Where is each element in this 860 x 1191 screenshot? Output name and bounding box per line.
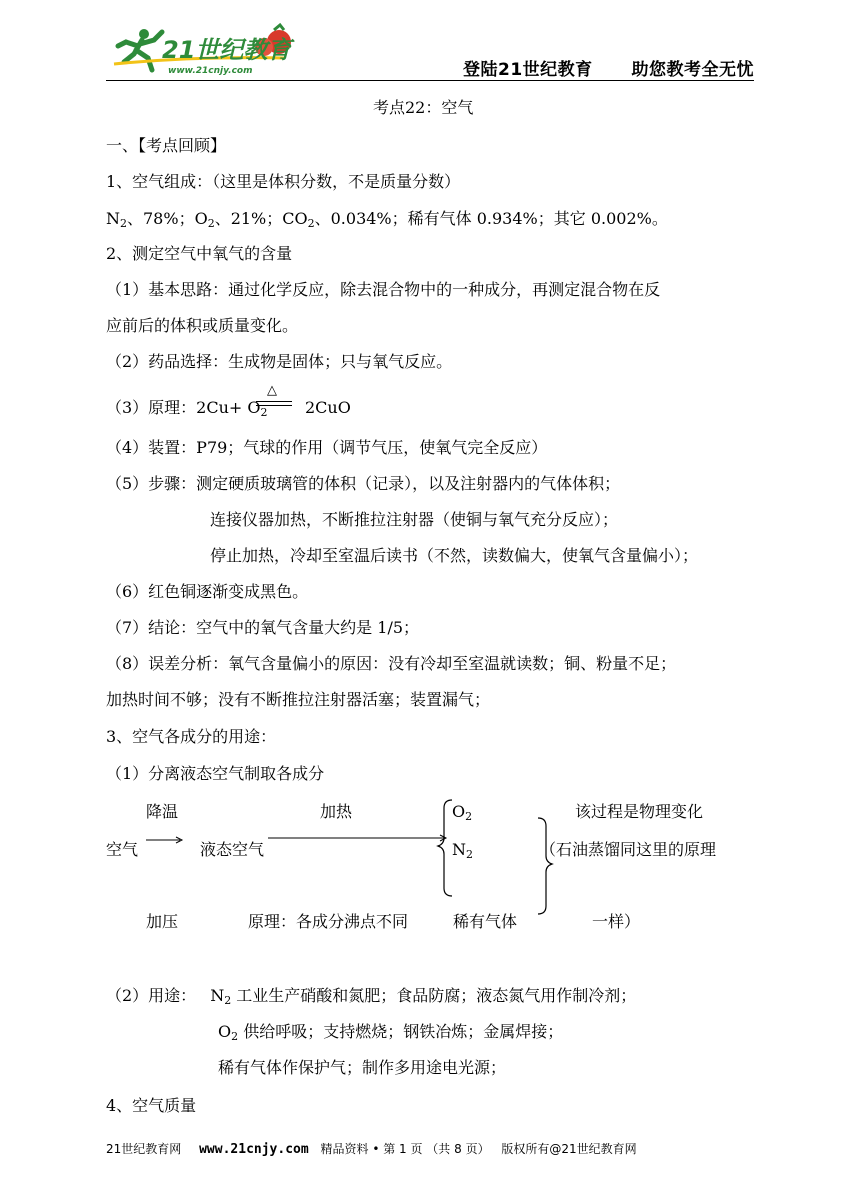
phenomenon-line: （6）红色铜逐渐变成黑色。 <box>106 582 309 601</box>
logo-brand-text: 21世纪教育 <box>162 36 292 64</box>
uses-noble-line: 稀有气体作保护气；制作多用途电光源； <box>218 1058 507 1077</box>
label-pressurize: 加压 <box>146 912 179 931</box>
apparatus-line: （4）装置：P79；气球的作用（调节气压，使氧气完全反应） <box>106 438 548 457</box>
page-title: 考点22：空气 <box>373 98 474 117</box>
reaction-product: 2CuO <box>305 398 351 417</box>
footer-url-link[interactable]: www.21cnjy.com <box>199 1142 309 1157</box>
heading-uses: 3、空气各成分的用途： <box>106 727 277 746</box>
conclusion-line: （7）结论：空气中的氧气含量大约是 1/5； <box>106 618 420 637</box>
footer-site: 21世纪教育网 <box>106 1142 182 1156</box>
label-liquid-air: 液态空气 <box>200 840 265 859</box>
heading-oxygen-content: 2、测定空气中氧气的含量 <box>106 244 293 263</box>
label-principle: 原理：各成分沸点不同 <box>248 912 409 931</box>
label-o2: $O_2$ <box>452 802 473 823</box>
label-heat: 加热 <box>320 802 353 821</box>
label-noble-gas: 稀有气体 <box>453 912 518 931</box>
basic-idea-line2: 应前后的体积或质量变化。 <box>106 316 299 335</box>
steps-line3: 停止加热，冷却至室温后读书（不然，读数偏大，使氧气含量偏小）； <box>210 546 699 565</box>
heading-air-quality: 4、空气质量 <box>106 1096 197 1115</box>
error-analysis-line1: （8）误差分析：氧气含量偏小的原因：没有冷却至室温就读数；铜、粉量不足； <box>106 654 677 673</box>
steps-line1: （5）步骤：测定硬质玻璃管的体积（记录），以及注射器内的气体体积； <box>106 474 621 493</box>
footer-page-info: 精品资料 • 第 1 页 （共 8 页） <box>320 1142 490 1156</box>
composition-line: $N_2$、78%；$O_2$、21%；$CO_2$、0.034%；稀有气体 0.934%；其它 0.002%。 <box>106 209 668 230</box>
uses-n2-line: （2）用途： $N_2$ 工业生产硝酸和氮肥；食品防腐；液态氮气用作制冷剂； <box>106 986 637 1007</box>
note-same: 一样） <box>592 912 641 931</box>
heat-condition-icon: △ <box>267 383 277 398</box>
slogan-left: 登陆21世纪教育 <box>462 60 593 80</box>
footer-copyright: 版权所有@21世纪教育网 <box>501 1142 637 1156</box>
separation-heading: （1）分离液态空气制取各成分 <box>106 764 325 783</box>
logo-url-text: www.21cnjy.com <box>168 66 253 76</box>
reaction-principle: （3）原理：$2Cu+ O_2$ <box>106 398 268 419</box>
page-footer <box>106 1140 637 1157</box>
reagent-choice: （2）药品选择：生成物是固体；只与氧气反应。 <box>106 352 453 371</box>
note-physical-change: 该过程是物理变化 <box>575 802 704 821</box>
label-air: 空气 <box>106 840 139 859</box>
label-n2: $N_2$ <box>452 840 473 861</box>
label-cool: 降温 <box>146 802 179 821</box>
note-distillation: （石油蒸馏同这里的原理 <box>540 840 717 859</box>
steps-line2: 连接仪器加热，不断推拉注射器（使铜与氧气充分反应）； <box>210 510 619 529</box>
basic-idea-line1: （1）基本思路：通过化学反应，除去混合物中的一种成分，再测定混合物在反 <box>106 280 661 299</box>
uses-o2-line: $O_2$ 供给呼吸；支持燃烧；钢铁冶炼；金属焊接； <box>218 1022 564 1043</box>
section-heading-review: 一、【考点回顾】 <box>106 136 227 155</box>
error-analysis-line2: 加热时间不够；没有不断推拉注射器活塞；装置漏气； <box>106 690 491 709</box>
heading-air-composition: 1、空气组成：（这里是体积分数，不是质量分数） <box>106 172 461 191</box>
slogan-right: 助您教考全无忧 <box>631 60 754 80</box>
